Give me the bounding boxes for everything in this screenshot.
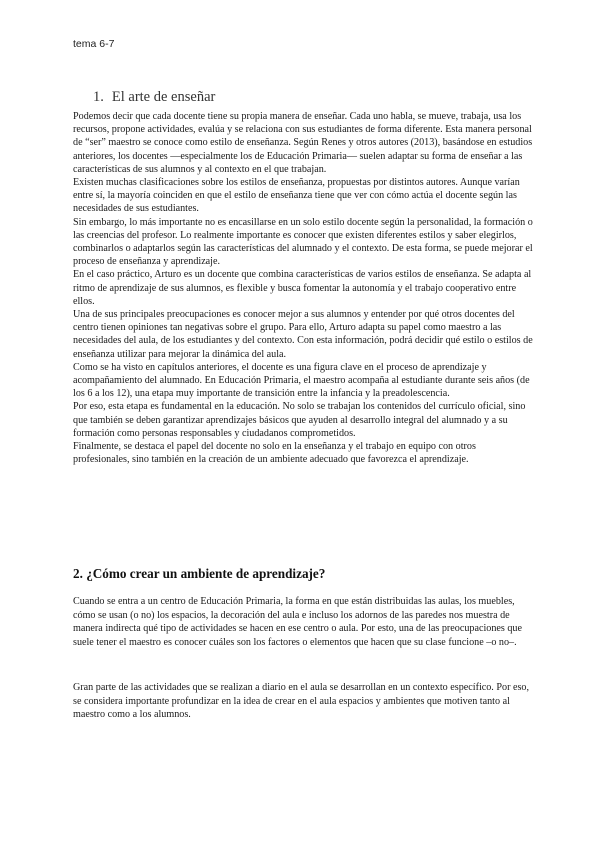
- paragraph: Sin embargo, lo más importante no es encasillarse en un solo estilo docente según la personalidad, la formación o las creencias del profesor. Lo realmente importante es conocer que existen diferentes estilos y saber elegirlos, combinarlos o adaptarlos según las características del alumnado y el contexto. De esta forma, se puede mejorar el proceso de enseñanza y aprendizaje.: [73, 216, 533, 268]
- paragraph: En el caso práctico, Arturo es un docente que combina características de varios estilos de enseñanza. Se adapta al ritmo de aprendizaje de sus alumnos, es flexible y busca fomentar la autonomía y el trabajo cooperativo entre ellos.: [73, 269, 532, 307]
- paragraph: Podemos decir que cada docente tiene su propia manera de enseñar. Cada uno habla, se mueve, trabaja, usa los recursos, propone actividades, evalúa y se relaciona con sus estudiantes de forma diferente. Esta manera personal de “ser” maestro se conoce como estilo de enseñanza. Según Renes y otros autores (2013), basándose en estudios anteriores, los docentes —especialmente los de Educación Primaria— suelen adaptar su forma de enseñar a las características de sus alumnos y al contexto en el que trabajan.: [73, 111, 533, 175]
- section-2-paragraph-2: [73, 681, 533, 722]
- section-1-number: 1.: [93, 89, 104, 105]
- paragraph: Una de sus principales preocupaciones es conocer mejor a sus alumnos y entender por qué otros docentes del centro tienen opiniones tan negativas sobre el grupo. Para ello, Arturo adapta su papel como maestro a las necesidades del aula, de los estudiantes y del contexto. Con esta información, podrá decidir qué estilo o estilos de enseñanza utilizar para mejorar la dinámica del aula.: [73, 309, 533, 360]
- paragraph: Cuando se entra a un centro de Educación Primaria, la forma en que están distribuidas las aulas, los muebles, cómo se usan (o no) los espacios, la decoración del aula e incluso los adornos de las paredes nos muestra de manera indirecta qué tipo de actividades se hacen en ese centro o aula. Por esto, una de las preocupaciones que suele tener el maestro es conocer cuáles son los factores o elementos que hacen que su clase funcione –o no–.: [73, 596, 522, 648]
- paragraph: Finalmente, se destaca el papel del docente no solo en la enseñanza y el trabajo en equipo con otros profesionales, sino también en la creación de un ambiente adecuado que favorezca el aprendizaje.: [73, 441, 476, 466]
- paragraph: Como se ha visto en capítulos anteriores, el docente es una figura clave en el proceso de aprendizaje y acompañamiento del alumnado. En Educación Primaria, el maestro acompaña al estudiante durante seis años (de los 6 a los 12), una etapa muy importante de transición entre la infancia y la preadolescencia.: [73, 361, 530, 400]
- paragraph: Existen muchas clasificaciones sobre los estilos de enseñanza, propuestas por distintos autores. Aunque varían entre sí, la mayoría coinciden en que el estilo de enseñanza tiene que ver con cómo actúa el docente según las necesidades de sus estudiantes.: [73, 177, 520, 215]
- paragraph: Gran parte de las actividades que se realizan a diario en el aula se desarrollan en un contexto específico. Por eso, se considera importante profundizar en la idea de crear en el aula espacios y ambientes que motiven tanto al maestro como a los alumnos.: [73, 682, 529, 721]
- section-1-heading: [93, 89, 215, 106]
- section-2-paragraph-1: [73, 595, 533, 649]
- section-1-body: [73, 110, 533, 466]
- header-label: tema 6-7: [73, 38, 115, 50]
- paragraph: Por eso, esta etapa es fundamental en la educación. No solo se trabajan los contenidos del currículo oficial, sino que también se deben garantizar aprendizajes básicos que ayuden al desarrollo integral del alumnado y a su formación como personas responsables y ciudadanos comprometidos.: [73, 401, 526, 439]
- section-1-title: El arte de enseñar: [111, 89, 216, 105]
- section-2-heading: 2. ¿Cómo crear un ambiente de aprendizaje?: [73, 566, 326, 581]
